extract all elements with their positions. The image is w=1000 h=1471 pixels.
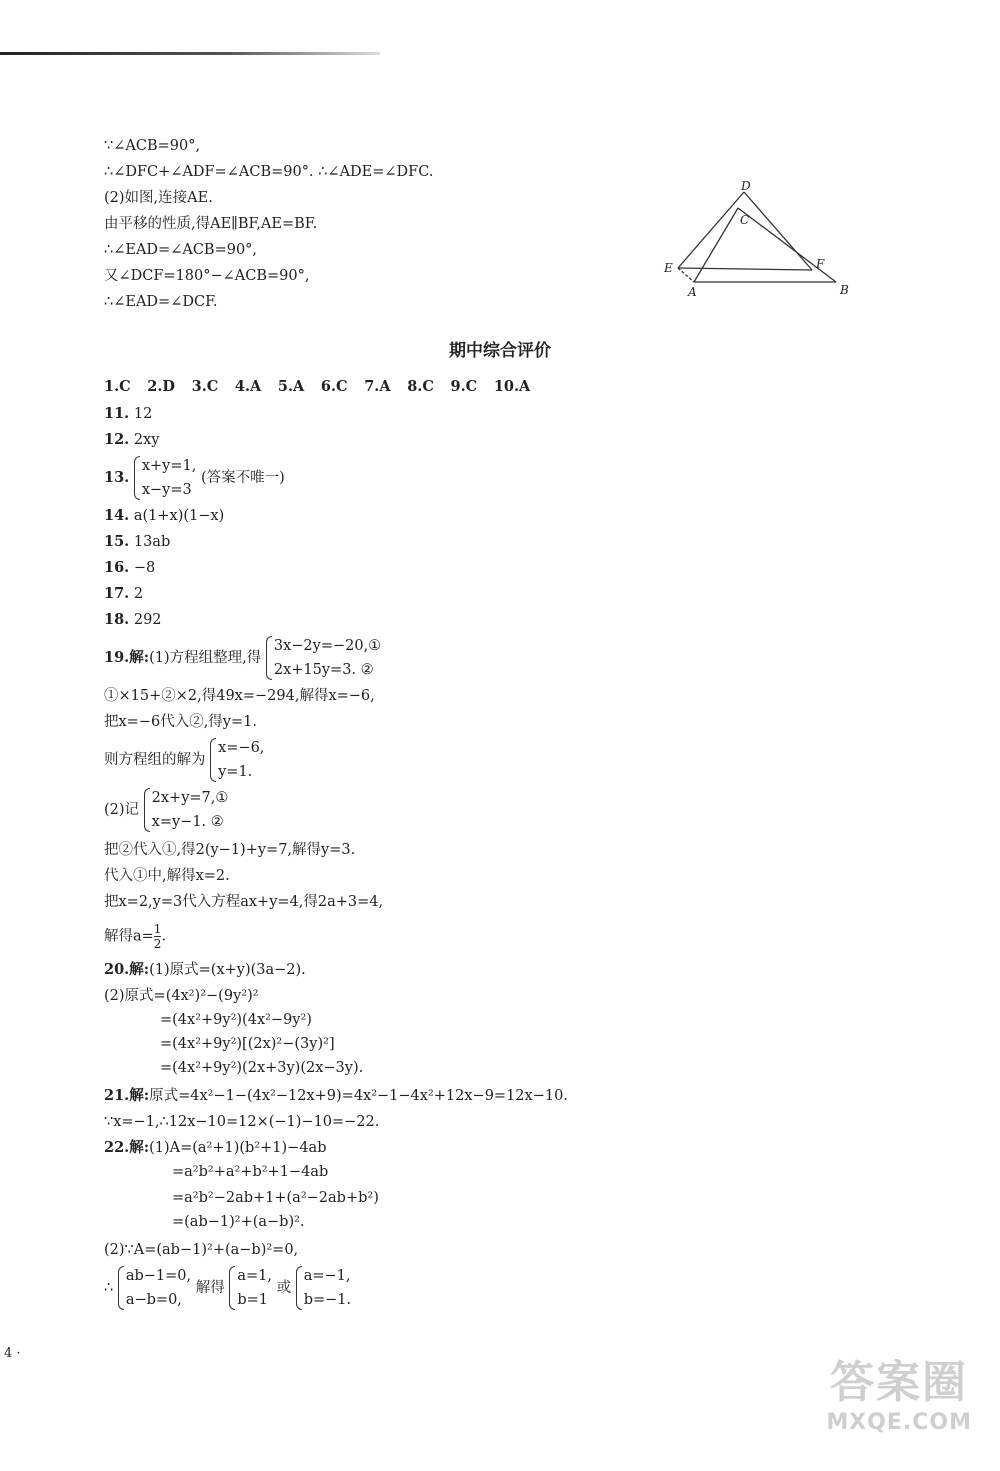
mc-answer: 1.C (104, 378, 131, 395)
answer-19-fraction-line: 解得a= $\frac{1}{2}$ . (104, 922, 167, 951)
answer-19-line: 把②代入①,得2(y−1)+y=7,解得y=3. (104, 842, 356, 858)
equation-system: 2x+y=7,① x=y−1. ② (144, 786, 229, 834)
mc-answers (104, 378, 542, 395)
watermark (826, 1346, 972, 1435)
equation-system: 3x−2y=−20,① 2x+15y=3. ② (266, 634, 381, 682)
answer-19-line: 代入①中,解得x=2. (104, 868, 230, 884)
watermark-logo-text: 答案圈 (830, 1357, 969, 1408)
answer-19-line: 把x=2,y=3代入方程ax+y=4,得2a+3=4, (104, 894, 384, 910)
answer-11: 11. 12 (104, 405, 153, 422)
equation-system: ab−1=0, a−b=0, (118, 1264, 191, 1312)
mc-answer: 3.C (191, 378, 219, 395)
answer-19-part1: 19.解:(1)方程组整理,得 3x−2y=−20,① 2x+15y=3. ② (104, 634, 381, 682)
label-b: B (840, 283, 849, 297)
answer-20-line: =(4x²+9y²)(2x+3y)(2x−3y). (160, 1060, 364, 1076)
proof-line-2: ∴∠DFC+∠ADF=∠ACB=90°. ∴∠ADE=∠DFC. (104, 164, 434, 180)
answer-22-line1: 22.解:(1)A=(a²+1)(b²+1)−4ab (104, 1139, 327, 1156)
answer-16: 16. −8 (104, 559, 156, 576)
answer-20-line1: 20.解:(1)原式=(x+y)(3a−2). (104, 961, 306, 978)
answer-12: 12. 2xy (104, 431, 160, 448)
label-f: F (816, 257, 825, 271)
answer-13: 13. x+y=1, x−y=3 (答案不唯一) (104, 454, 285, 502)
proof-line-5: ∴∠EAD=∠ACB=90°, (104, 242, 258, 258)
answer-19-line: 把x=−6代入②,得y=1. (104, 714, 257, 730)
mc-answer: 9.C (450, 378, 478, 395)
answer-18: 18. 292 (104, 611, 162, 628)
page-number: 4 · (4, 1346, 21, 1361)
answer-22-line: =(ab−1)²+(a−b)². (172, 1214, 305, 1230)
mc-answer: 6.C (320, 378, 348, 395)
mc-answer: 2.D (147, 378, 176, 395)
answer-22-line: =a²b²+a²+b²+1−4ab (172, 1164, 329, 1180)
mc-answer: 5.A (277, 378, 305, 395)
equation-system: x=−6, y=1. (210, 736, 264, 784)
proof-line-6: 又∠DCF=180°−∠ACB=90°, (104, 268, 310, 284)
equation-system: a=1, b=1 (229, 1264, 272, 1312)
answer-20-line: =(4x²+9y²)[(2x)²−(3y)²] (160, 1036, 335, 1052)
label-c: C (740, 213, 750, 227)
label-a: A (688, 285, 697, 299)
answer-22-systems: ∴ ab−1=0, a−b=0, 解得 a=1, b=1 或 a=−1, b=−1. (104, 1264, 351, 1312)
proof-line-1: ∵∠ACB=90°, (104, 138, 201, 154)
mc-answer: 4.A (234, 378, 262, 395)
geometry-figure (652, 180, 862, 305)
answer-21-line1: 21.解:原式=4x²−1−(4x²−12x+9)=4x²−1−4x²+12x−9=12x−10. (104, 1087, 568, 1104)
answer-22-line: =a²b²−2ab+1+(a²−2ab+b²) (172, 1190, 379, 1206)
label-d: D (741, 180, 751, 193)
answer-22-line: (2)∵A=(ab−1)²+(a−b)²=0, (104, 1242, 299, 1258)
equation-system: x+y=1, x−y=3 (134, 454, 197, 502)
answer-20-line: (2)原式=(4x²)²−(9y²)² (104, 988, 259, 1004)
answer-21-line: ∵x=−1,∴12x−10=12×(−1)−10=−22. (104, 1114, 380, 1130)
answer-17: 17. 2 (104, 585, 144, 602)
label-e: E (664, 261, 673, 275)
answer-15: 15. 13ab (104, 533, 171, 550)
mc-answer: 10.A (493, 378, 531, 395)
top-rule (0, 52, 380, 55)
answer-19-solution: 则方程组的解为 x=−6, y=1. (104, 736, 264, 784)
mc-answer: 8.C (407, 378, 434, 395)
equation-system: a=−1, b=−1. (296, 1264, 351, 1312)
mc-answer: 7.A (364, 378, 391, 395)
answer-20-line: =(4x²+9y²)(4x²−9y²) (160, 1012, 312, 1028)
proof-line-7: ∴∠EAD=∠DCF. (104, 294, 218, 310)
answer-19-part2: (2)记 2x+y=7,① x=y−1. ② (104, 786, 228, 834)
section-title: 期中综合评价 (449, 341, 551, 361)
watermark-url: MXQE.COM (826, 1410, 972, 1435)
answer-14: 14. a(1+x)(1−x) (104, 507, 225, 524)
fraction: $\frac{1}{2}$ (153, 922, 162, 951)
answer-19-line: ①×15+②×2,得49x=−294,解得x=−6, (104, 688, 375, 704)
proof-line-3: (2)如图,连接AE. (104, 190, 213, 206)
proof-line-4: 由平移的性质,得AE∥BF,AE=BF. (104, 216, 318, 232)
